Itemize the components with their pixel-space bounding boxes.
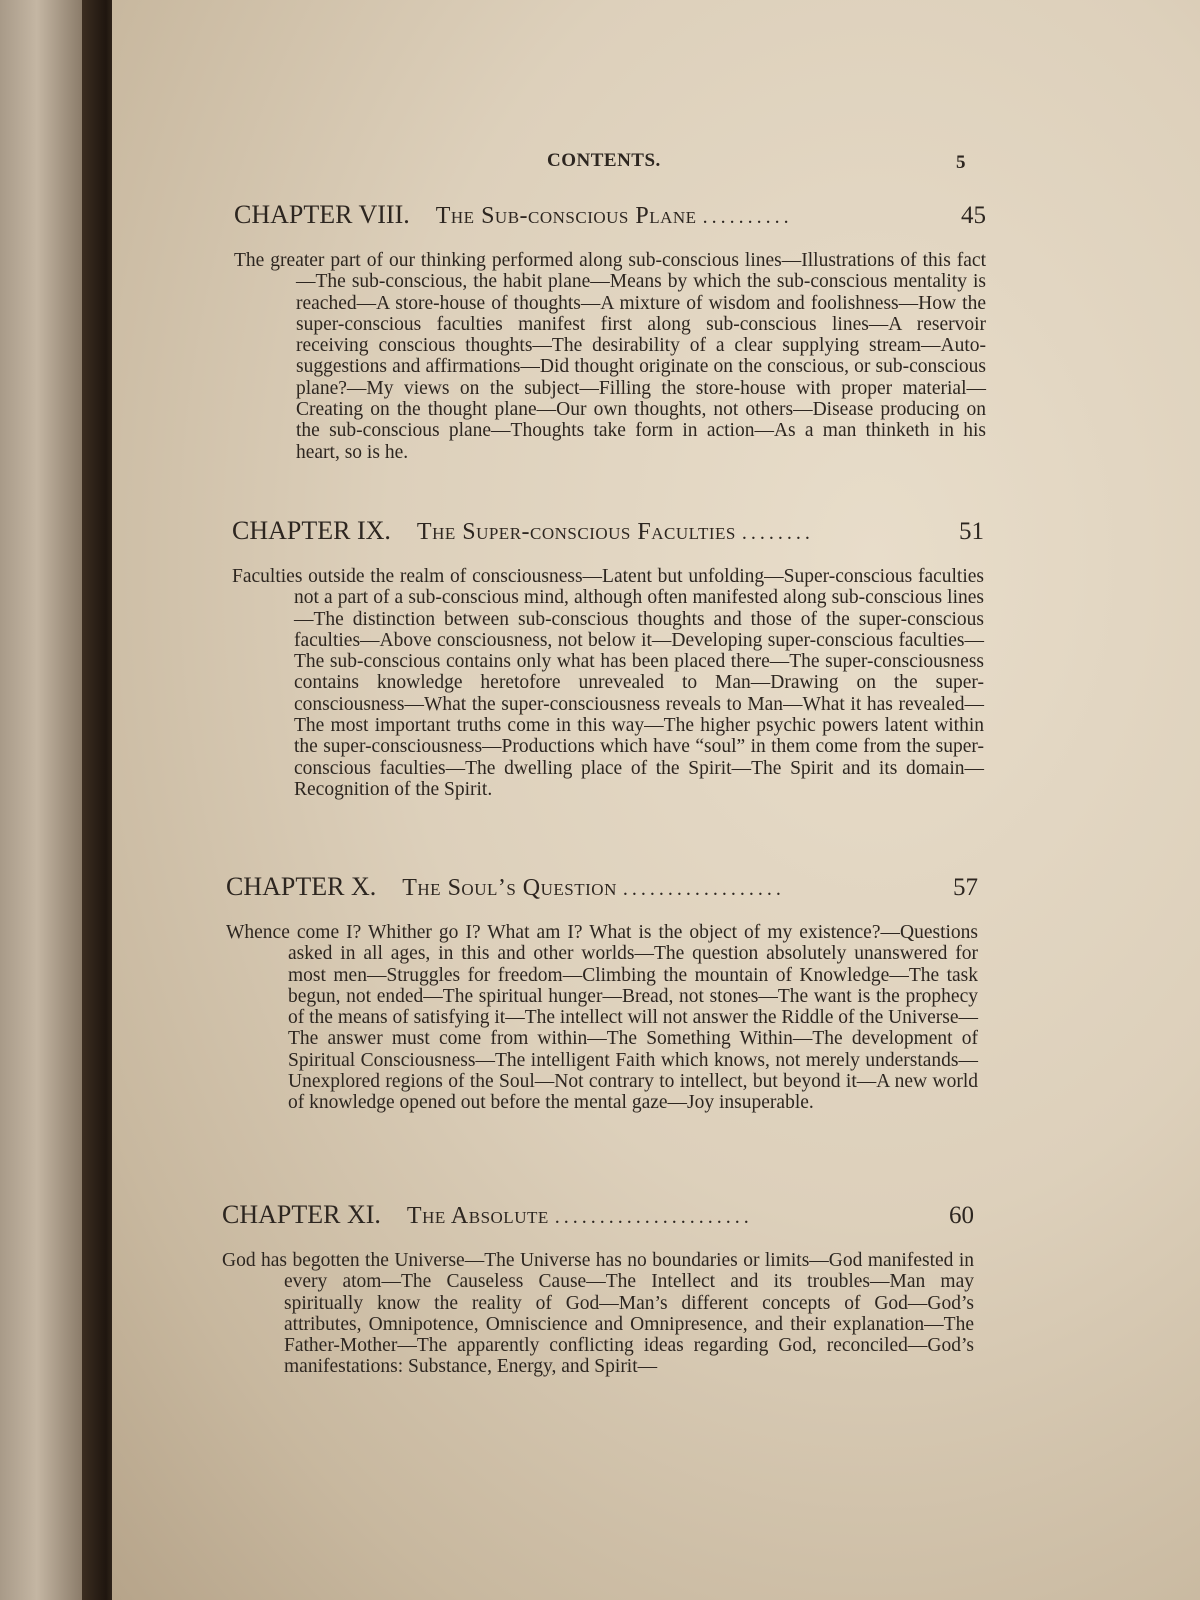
chapter-label: CHAPTER XI. [222,1200,381,1229]
chapter-entry-xi [222,1200,974,1378]
dot-leader: ........ [741,522,814,544]
chapter-label: CHAPTER X. [226,872,377,901]
chapter-title: The Super-conscious Faculties [416,519,736,545]
chapter-heading [226,872,978,904]
chapter-entry-viii [234,200,986,463]
chapter-page-number: 60 [949,1202,974,1229]
contents-page [112,0,1200,1600]
chapter-heading [234,200,986,232]
chapter-entry-x [226,872,978,1114]
chapter-page-number: 45 [961,202,986,229]
dot-leader: .................. [622,878,785,900]
chapter-summary: The greater part of our thinking performed along sub-conscious lines—Illustrations of this fact—The sub-conscious, the habit plane—Means by which the sub-conscious mentality is reached—A store-house of thoughts—A mixture of wisdom and foolishness—How the super-conscious faculties manifest first along sub-conscious lines—A reservoir receiving conscious thoughts—The desirability of a clear supplying stream—Auto-suggestions and affirmations—Did thought originate on the conscious, or sub-conscious plane?—My views on the subject—Filling the store-house with proper material—Creating on the thought plane—Our own thoughts, not others—Disease producing on the sub-conscious plane—Thoughts take form in action—As a man thinketh in his heart, so is he. [234,250,986,463]
dot-leader: .......... [702,206,793,228]
chapter-heading [222,1200,974,1232]
chapter-label: CHAPTER VIII. [234,200,410,229]
chapter-title: The Sub-conscious Plane [435,203,697,229]
book-cover-edge [0,0,82,1600]
chapter-page-number: 57 [953,874,978,901]
chapter-title: The Absolute [406,1203,549,1229]
chapter-entry-ix [232,516,984,800]
chapter-heading [232,516,984,548]
running-head-title: CONTENTS. [547,150,661,171]
chapter-summary: Faculties outside the realm of consciousness—Latent but unfolding—Super-conscious faculties not a part of a sub-conscious mind, although often manifested along sub-conscious lines—The distinction between sub-conscious thoughts and those of the super-conscious faculties—Above consciousness, not below it—Developing super-conscious faculties—The sub-conscious contains only what has been placed there—The super-consciousness contains knowledge heretofore unrevealed to Man—Drawing on the super-consciousness—What the super-consciousness reveals to Man—What it has revealed—The most important truths come in this way—The higher psychic powers latent within the super-consciousness—Productions which have “soul” in them come from the super-conscious faculties—The dwelling place of the Spirit—The Spirit and its domain—Recognition of the Spirit. [232,566,984,800]
page-number: 5 [956,152,966,173]
chapter-summary: Whence come I? Whither go I? What am I? What is the object of my existence?—Questions asked in all ages, in this and other worlds—The question absolutely unanswered for most men—Struggles for freedom—Climbing the mountain of Knowledge—The task begun, not ended—The spiritual hunger—Bread, not stones—The want is the prophecy of the means of satisfying it—The intellect will not answer the Riddle of the Universe—The answer must come from within—The Something Within—The development of Spiritual Consciousness—The intelligent Faith which knows, not merely understands—Unexplored regions of the Soul—Not contrary to intellect, but beyond it—A new world of knowledge opened out before the mental gaze—Joy insuperable. [226,922,978,1114]
chapter-summary: God has begotten the Universe—The Universe has no boundaries or limits—God manifested in every atom—The Causeless Cause—The Intellect and its troubles—Man may spiritually know the reality of God—Man’s different concepts of God—God’s attributes, Omnipotence, Omniscience and Omnipresence, and their explanation—The Father-Mother—The apparently conflicting ideas regarding God, reconciled—God’s manifestations: Substance, Energy, and Spirit— [222,1250,974,1378]
running-head [112,150,1200,180]
dot-leader: ...................... [554,1206,753,1228]
chapter-title: The Soul’s Question [402,875,617,901]
chapter-page-number: 51 [959,518,984,545]
chapter-label: CHAPTER IX. [232,516,391,545]
